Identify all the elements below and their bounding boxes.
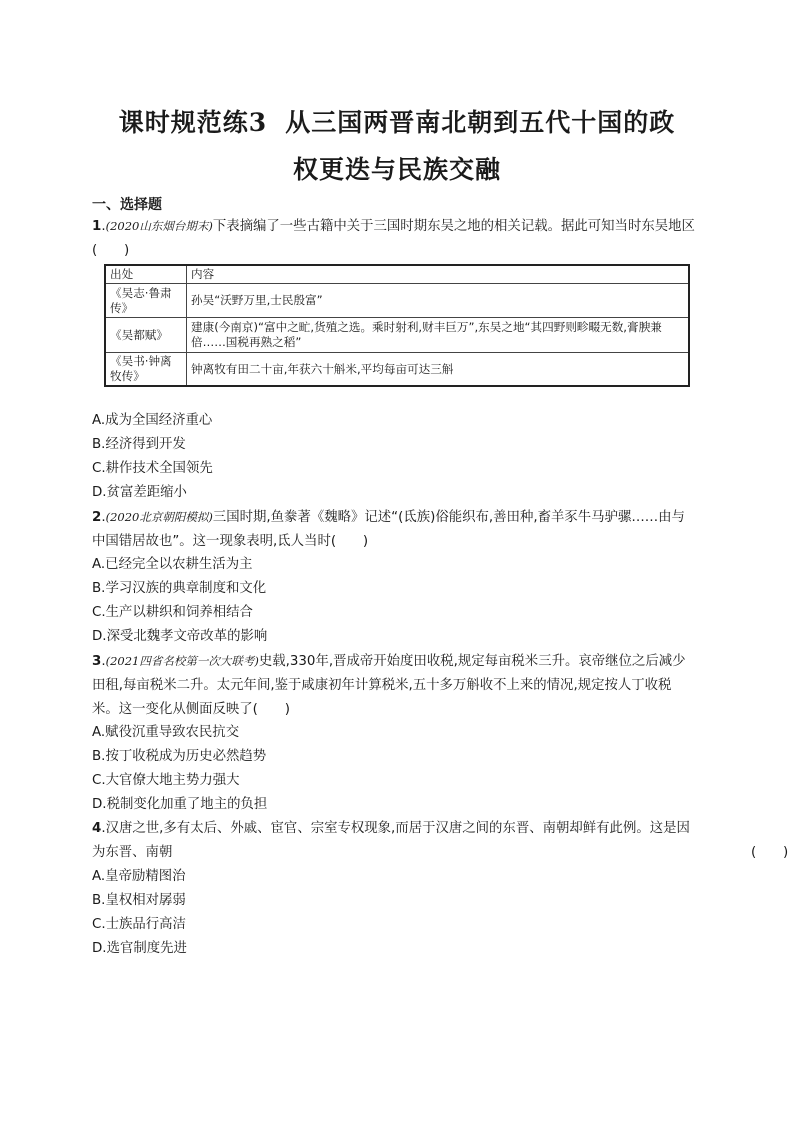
question-2-option-d: D.深受北魏孝文帝改革的影响: [92, 629, 268, 644]
question-2-stem: 2.(2020北京朝阳模拟)三国时期,鱼豢著《魏略》记述“(氐族)俗能织布,善田种,畜羊豕牛马驴骡……由与中国错居故也”。这一现象表明,氐人当时( ): [92, 510, 685, 549]
title-exercise-number: 课时规范练3: [118, 108, 268, 137]
question-4-stem: 4.汉唐之世,多有太后、外戚、宦官、宗室专权现象,而居于汉唐之间的东晋、南朝却鲜有此例。这是因为东晋、南朝 ( ): [92, 817, 698, 865]
question-1-source-table: [104, 264, 690, 387]
question-text: 汉唐之世,多有太后、外戚、宦官、宗室专权现象,而居于汉唐之间的东晋、南朝却鲜有此例。这是因为东晋、南朝: [92, 821, 690, 860]
question-text: 三国时期,鱼豢著《魏略》记述“(氐族)俗能织布,善田种,畜羊豕牛马驴骡……由与中国错居故也”。这一现象表明,氐人当时( ): [92, 510, 685, 549]
question-4-option-a: A.皇帝励精图治: [92, 869, 186, 884]
table-header-content: 内容: [187, 265, 690, 284]
question-number: 2: [92, 510, 102, 525]
question-4-option-d: D.选官制度先进: [92, 941, 187, 956]
question-3-option-a: A.赋役沉重导致农民抗交: [92, 725, 240, 740]
question-1-option-a: A.成为全国经济重心: [92, 413, 213, 428]
question-number: 3: [92, 654, 102, 669]
question-3-option-d: D.税制变化加重了地主的负担: [92, 797, 268, 812]
table-cell-source: 《吴都赋》: [105, 318, 187, 353]
question-1-option-d: D.贫富差距缩小: [92, 485, 187, 500]
table-header-source: 出处: [105, 265, 187, 284]
question-3-option-c: C.大官僚大地主势力强大: [92, 773, 240, 788]
question-4-option-c: C.士族品行高洁: [92, 917, 186, 932]
question-source: (2020山东烟台期末): [105, 219, 213, 233]
question-number: 4: [92, 821, 102, 836]
section-heading: 一、选择题: [92, 197, 162, 213]
table-row: [105, 284, 689, 318]
question-text: 史载,330年,晋成帝开始度田收税,规定每亩税米三升。哀帝继位之后减少田租,每亩税米二升。太元年间,鉴于咸康初年计算税米,五十多万斛收不上来的情况,规定按人丁收税米。这一变化从侧面反映了( ): [92, 654, 686, 717]
question-1-stem: 1.(2020山东烟台期末)下表摘编了一些古籍中关于三国时期东吴之地的相关记载。据此可知当时东吴地区( ): [92, 219, 695, 258]
question-3-stem: 3.(2021四省名校第一次大联考)史载,330年,晋成帝开始度田收税,规定每亩税米三升。哀帝继位之后减少田租,每亩税米二升。太元年间,鉴于咸康初年计算税米,五十多万斛收不上来的情况,规定按人丁收税米。这一变化从侧面反映了( ): [92, 654, 686, 717]
question-2-option-c: C.生产以耕织和饲养相结合: [92, 605, 253, 620]
table-cell-source: 《吴书·钟离牧传》: [105, 353, 187, 387]
question-1-option-b: B.经济得到开发: [92, 437, 186, 452]
question-source: (2020北京朝阳模拟): [105, 510, 213, 524]
table-cell-content: 孙吴“沃野万里,士民殷富”: [187, 284, 690, 318]
answer-parenthesis: ( ): [751, 845, 789, 860]
page-title-line-2: 权更迭与民族交融: [292, 155, 501, 184]
question-source: (2021四省名校第一次大联考): [105, 654, 259, 668]
table-cell-content: 建康(今南京)“富中之甿,货殖之选。乘时射利,财丰巨万”,东吴之地“其四野则畛畷无数,膏腴兼倍……国税再熟之稻”: [187, 318, 690, 353]
question-text: 下表摘编了一些古籍中关于三国时期东吴之地的相关记载。据此可知当时东吴地区( ): [92, 219, 695, 258]
table-row: [105, 353, 689, 387]
table-row: [105, 318, 689, 353]
title-topic-part-1: 从三国两晋南北朝到五代十国的政: [285, 108, 676, 137]
question-number: 1: [92, 219, 102, 234]
question-4-option-b: B.皇权相对孱弱: [92, 893, 186, 908]
table-cell-source: 《吴志·鲁肃传》: [105, 284, 187, 318]
question-2-option-b: B.学习汉族的典章制度和文化: [92, 581, 267, 596]
question-1-option-c: C.耕作技术全国领先: [92, 461, 213, 476]
question-3-option-b: B.按丁收税成为历史必然趋势: [92, 749, 267, 764]
question-2-option-a: A.已经完全以农耕生活为主: [92, 557, 253, 572]
table-cell-content: 钟离牧有田二十亩,年获六十斛米,平均每亩可达三斛: [187, 353, 690, 387]
page-title-line-1: [90, 103, 704, 139]
